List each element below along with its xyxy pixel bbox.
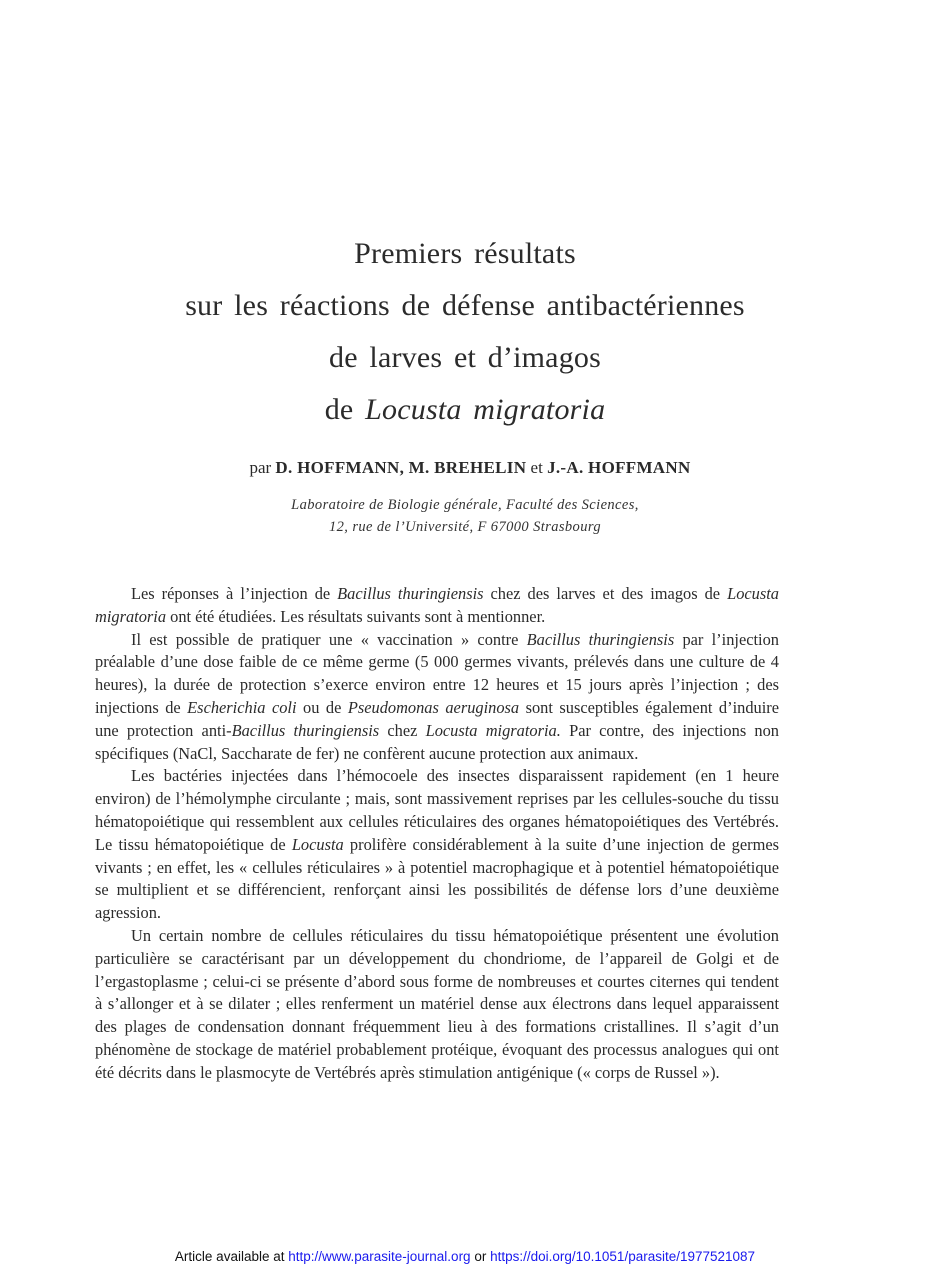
title-species: Locusta migratoria	[365, 393, 606, 426]
text-span: Les bactéries injectées dans l’hémocoele des insectes disparaissent rapidement (en 1 heure environ) de l’hémolymphe circulante ; mais, sont massivement reprises par les cellules-souche du tissu hématopoiétique qui ressemblent aux cellules réticulaires des organes hématopoiétiques des Vertébrés. Le tissu hématopoiétique de	[95, 766, 779, 854]
title-line-4-prefix: de	[324, 393, 354, 426]
text-span: Les réponses à l’injection de	[131, 584, 338, 603]
title-line-1: Premiers résultats	[354, 237, 576, 270]
article-title	[0, 228, 930, 436]
species-name: Locusta migratoria	[95, 584, 780, 626]
text-span: ou de	[296, 697, 348, 717]
paragraph-4	[95, 925, 779, 1085]
doi-link[interactable]: https://doi.org/10.1051/parasite/1977521087	[490, 1249, 756, 1264]
author-names-2: J.-A. HOFFMANN	[547, 458, 691, 477]
species-name: Bacillus thuringiensis	[526, 629, 675, 649]
affiliation-line-2: 12, rue de l’Université, F 67000 Strasbourg	[329, 519, 601, 535]
journal-link[interactable]: http://www.parasite-journal.org	[288, 1249, 471, 1264]
text-span: sont susceptibles également d’induire une protection anti-	[95, 697, 779, 740]
text-span: Par contre, des injections non spécifiques (NaCl, Saccharate de fer) ne confèrent aucune protection aux animaux.	[95, 720, 779, 763]
title-line-3: de larves et d’imagos	[329, 341, 601, 374]
title-line-4	[0, 384, 930, 436]
text-span: prolifère considérablement à la suite d’une injection de germes vivants ; en effet, les « cellules réticulaires » à potentiel macrophagique et à potentiel hématopoiétique se multiplient et se différencient, renforçant ainsi les possibilités de défense lors d’une deuxième agression.	[95, 834, 779, 923]
text-span: Un certain nombre de cellules réticulaires du tissu hématopoiétique présentent une évolution particulière se caractérisant par un développement du chondriome, de l’appareil de Golgi et de l’ergastoplasme ; celui-ci se présente d’abord sous forme de nombreuses et courtes citernes qui tendent à s’allonger et à se dilater ; elles renferment un matériel dense aux électrons dans lequel apparaissent des plages de condensation donnant fréquemment lieu à des formations cristallines. Il s’agit d’un phénomène de stockage de matériel probablement protéique, évoquant des processus analogues qui ont été décrits dans le plasmocyte de Vertébrés après stimulation antigénique (« corps de Russel »).	[95, 925, 779, 1082]
text-span: par l’injection préalable d’une dose faible de ce même germe (5 000 germes vivants, prélevés dans une culture de 4 heures), la durée de protection s’exerce environ entre 12 heures et 15 jours après l’injection ; des injections de	[95, 629, 779, 717]
text-span: chez	[379, 720, 426, 740]
author-prefix: par	[249, 458, 272, 477]
species-name: Pseudomonas aeruginosa	[347, 697, 520, 717]
title-line-2: sur les réactions de défense antibactériennes	[185, 289, 745, 322]
paragraph-2	[95, 629, 779, 766]
footer-prefix: Article available at	[174, 1249, 289, 1264]
species-name: Escherichia coli	[187, 697, 297, 717]
paragraph-1	[95, 583, 779, 629]
author-names-1: D. HOFFMANN, M. BREHELIN	[275, 458, 527, 477]
text-span: ont été étudiées. Les résultats suivants sont à mentionner.	[166, 606, 546, 626]
author-line	[0, 458, 930, 478]
article-footer	[0, 1249, 930, 1264]
affiliation-line-1: Laboratoire de Biologie générale, Faculté des Sciences,	[291, 497, 639, 513]
species-name: Locusta migratoria.	[425, 720, 561, 740]
text-span: chez des larves et des imagos de	[483, 584, 728, 603]
species-name: Bacillus thuringiensis	[231, 720, 380, 740]
author-conjunction: et	[530, 458, 543, 477]
text-span: Il est possible de pratiquer une « vaccination » contre	[131, 629, 527, 649]
affiliation	[0, 494, 930, 538]
species-name: Locusta	[291, 834, 344, 854]
article-body	[95, 583, 779, 1085]
footer-mid: or	[470, 1249, 491, 1264]
paragraph-3	[95, 765, 779, 925]
species-name: Bacillus thuringiensis	[337, 584, 484, 603]
